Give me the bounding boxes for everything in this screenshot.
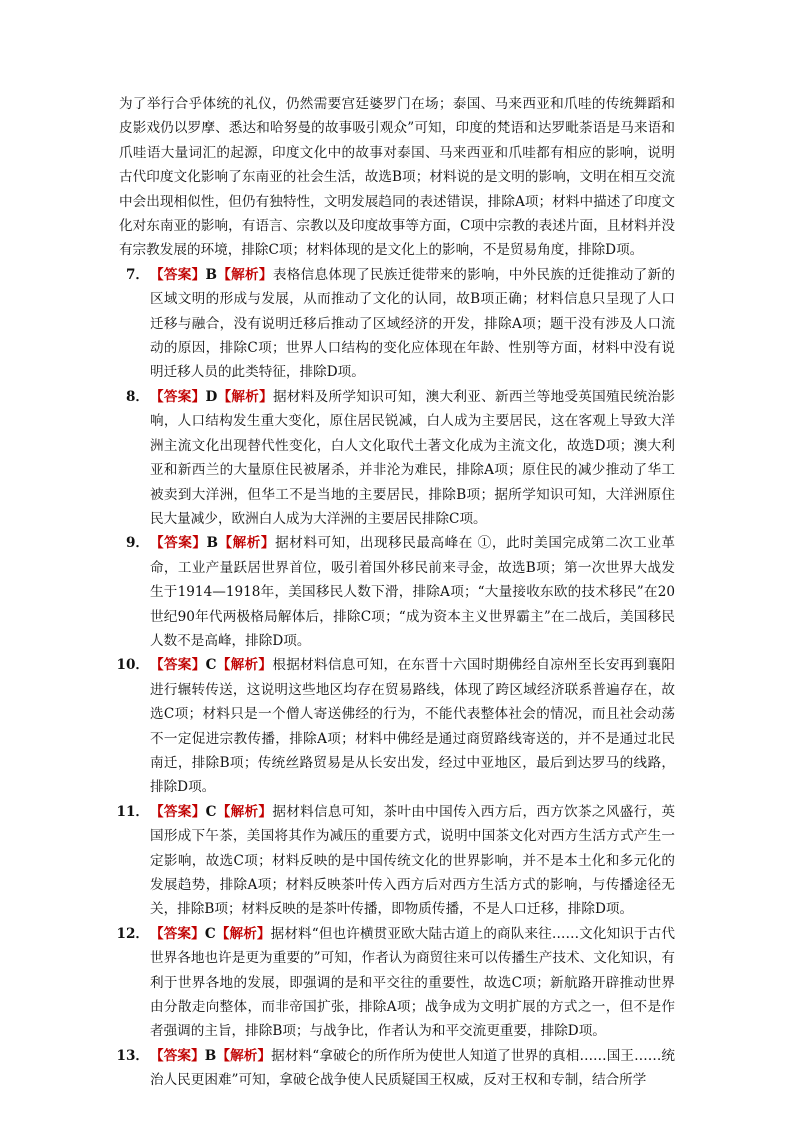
item-body: [150, 531, 675, 653]
analysis-tag: 【解析】: [217, 266, 273, 283]
question-number: 13．: [116, 1047, 149, 1064]
answer-letter: B: [206, 535, 219, 552]
analysis-text: 表格信息体现了民族迁徙带来的影响，中外民族的迁徙推动了新的区域文明的形成与发展，从而推动了文化的认同，故B项正确；材料信息只呈现了人口迁移与融合，没有说明迁移后推动了区域经济的开发，排除A项；题干没有涉及人口流动的原因，排除C项；世界人口结构的变化应体现在年龄、性别等方面，材料中没有说明迁移人员的此类特征，排除D项。: [150, 266, 676, 381]
analysis-text: 据材料“但也许横贯亚欧大陆古道上的商队来往……文化知识于古代世界各地也许是更为重要的”可知，作者认为商贸往来可以传播生产技术、文化知识，有利于世界各地的发展，即强调的是和平交往的重要性，故选C项；新航路开辟推动世界由分散走向整体，而非帝国扩张，排除A项；战争成为文明扩展的方式之一，但不是作者强调的主旨，排除B项；与战争比，作者认为和平交流更重要，排除D项。: [150, 925, 676, 1040]
question-number: 9．: [125, 535, 149, 552]
answer-tag: 【答案】: [150, 1047, 205, 1064]
answer-letter: D: [205, 388, 218, 405]
item-body: [150, 800, 675, 922]
answer-tag: 【答案】: [150, 535, 207, 552]
answer-letter: C: [205, 803, 217, 820]
item-body: [150, 653, 675, 799]
analysis-text: 据材料“拿破仑的所作所为使世人知道了世界的真相……国王……统治人民更困难”可知，拿破仑战争使人民质疑国王权威，反对王权和专制，结合所学: [150, 1047, 676, 1089]
item-body: [150, 385, 675, 531]
answer-letter: C: [205, 657, 217, 674]
answer-item-7: [115, 263, 675, 385]
answer-item-10: [115, 653, 675, 799]
analysis-tag: 【解析】: [216, 1047, 272, 1064]
question-number: 12．: [116, 925, 149, 942]
analysis-text: 据材料可知，出现移民最高峰在 ①，此时美国完成第二次工业革命，工业产量跃居世界首位，吸引着国外移民前来寻金，故选B项；第一次世界大战发生于1914—1918年，美国移民人数下滑，排除A项；“大量接收东欧的技术移民”在20世纪90年代两极格局解体后，排除C项；“成为资本主义世界霸主”在二战后，美国移民人数不是高峰，排除D项。: [150, 535, 676, 649]
answer-item-8: [115, 385, 675, 531]
answer-letter: C: [204, 925, 216, 942]
item-body: [150, 1044, 675, 1093]
analysis-tag: 【解析】: [216, 657, 273, 674]
analysis-tag: 【解析】: [218, 535, 276, 552]
answer-letter: B: [204, 1047, 217, 1064]
item-body: [150, 263, 675, 385]
answer-letter: B: [205, 266, 218, 283]
analysis-tag: 【解析】: [217, 388, 274, 405]
question-number: 7．: [125, 266, 149, 283]
analysis-tag: 【解析】: [215, 925, 271, 942]
answer-tag: 【答案】: [150, 657, 206, 674]
answer-item-11: [115, 800, 675, 922]
continuation-paragraph: 为了举行合乎体统的礼仪，仍然需要宫廷婆罗门在场；泰国、马来西亚和爪哇的传统舞蹈和皮影戏仍以罗摩、悉达和哈努曼的故事吸引观众”可知，印度的梵语和达罗毗荼语是马来语和爪哇语大量词汇的起源，印度文化中的故事对泰国、马来西亚和爪哇都有相应的影响，说明古代印度文化影响了东南亚的社会生活，故选B项；材料说的是文明的影响，文明在相互交流中会出现相似性，但仍有独特性，文明发展趋同的表述错误，排除A项；材料中描述了印度文化对东南亚的影响，有语言、宗教以及印度故事等方面，C项中宗教的表述片面，且材料并没有宗教发展的环境，排除C项；材料体现的是文化上的影响，不是贸易角度，排除D项。: [119, 96, 675, 259]
question-number: 11．: [116, 803, 149, 820]
answer-tag: 【答案】: [150, 266, 206, 283]
answer-item-12: [115, 922, 675, 1044]
answer-tag: 【答案】: [150, 925, 205, 942]
answer-item-9: [115, 531, 675, 653]
analysis-text: 据材料及所学知识可知，澳大利亚、新西兰等地受英国殖民统治影响，人口结构发生重大变化，原住居民锐减，白人成为主要居民，这在客观上导致大洋洲主流文化出现替代性变化，白人文化取代土著文化成为主流文化，故选D项；澳大利亚和新西兰的大量原住民被屠杀，并非沦为难民，排除A项；原住民的减少推动了华工被卖到大洋洲，但华工不是当地的主要居民，排除B项；据所学知识可知，大洋洲原住民大量减少，欧洲白人成为大洋洲的主要居民排除C项。: [150, 388, 676, 527]
analysis-tag: 【解析】: [216, 803, 273, 820]
answer-tag: 【答案】: [150, 388, 206, 405]
analysis-text: 据材料信息可知，茶叶由中国传入西方后，西方饮茶之风盛行，英国形成下午茶，美国将其作为减压的重要方式，说明中国茶文化对西方生活方式产生一定影响，故选C项；材料反映的是中国传统文化的世界影响，并不是本土化和多元化的发展趋势，排除A项；材料反映茶叶传入西方后对西方生活方式的影响，与传播途径无关，排除B项；材料反映的是茶叶传播，即物质传播，不是人口迁移，排除D项。: [150, 803, 676, 918]
answer-item-13: [115, 1044, 675, 1093]
question-number: 8．: [125, 388, 149, 405]
question-number: 10．: [116, 657, 149, 674]
analysis-text: 根据材料信息可知，在东晋十六国时期佛经自凉州至长安再到襄阳进行辗转传送，这说明这些地区均存在贸易路线，体现了跨区域经济联系普遍存在，故选C项；材料只是一个僧人寄送佛经的行为，不能代表整体社会的情况，而且社会动荡不一定促进宗教传播，排除A项；材料中佛经是通过商贸路线寄送的，并不是通过北民南迁，排除B项；传统丝路贸易是从长安出发，经过中亚地区，最后到达罗马的线路，排除D项。: [150, 657, 676, 796]
answer-tag: 【答案】: [150, 803, 206, 820]
item-body: [150, 922, 675, 1044]
answer-analysis-section: [115, 92, 675, 1093]
